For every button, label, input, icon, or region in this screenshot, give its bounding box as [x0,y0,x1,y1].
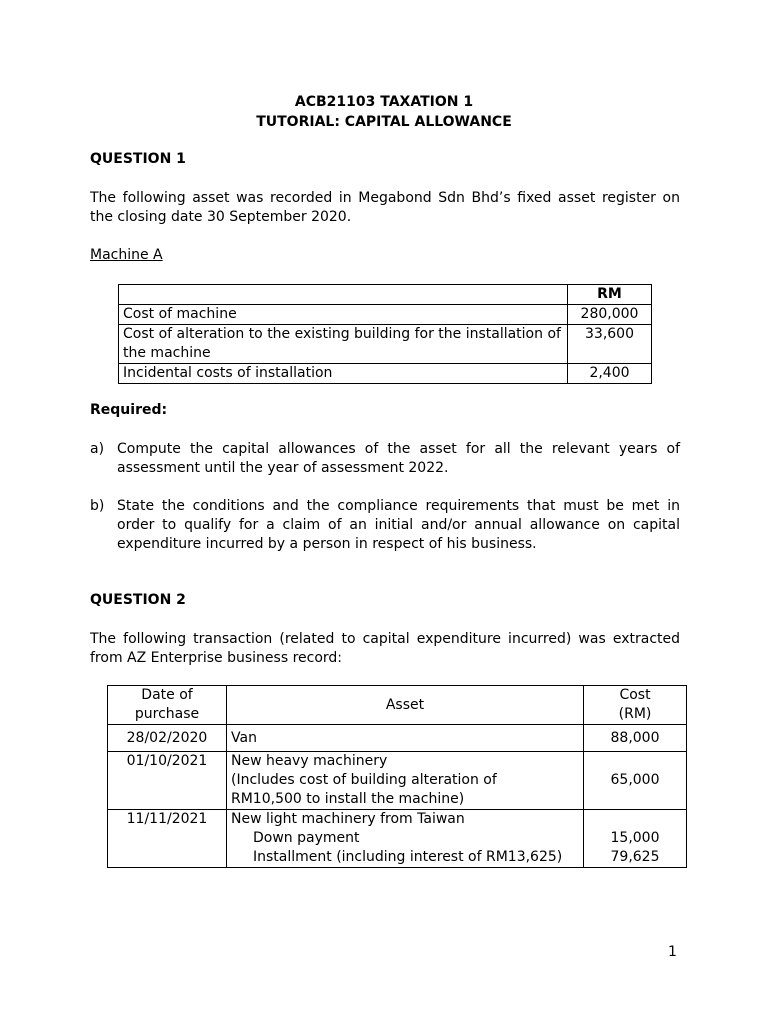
date-cell: 11/11/2021 [108,810,227,868]
row-amount: 2,400 [568,364,652,384]
question-2-intro: The following transaction (related to capital expenditure incurred) was extracted from AZ Enterprise business record: [90,631,680,666]
page-number: 1 [668,944,677,960]
tutorial-title: TUTORIAL: CAPITAL ALLOWANCE [256,114,512,130]
date-column-header [108,686,227,725]
course-title: ACB21103 TAXATION 1 [294,94,474,110]
transactions-table [107,685,687,868]
list-item-text: Compute the capital allowances of the asset for all the relevant years of assessment until the year of assessment 2022. [117,441,680,476]
table-header-row [108,686,687,725]
cost-column-header [584,686,687,725]
question-2-heading: QUESTION 2 [90,592,186,608]
header-text: Date of [141,687,193,703]
question-1-heading: QUESTION 1 [90,151,186,167]
list-item [90,440,680,478]
machine-a-table [118,284,652,384]
question-1-intro: The following asset was recorded in Megabond Sdn Bhd’s fixed asset register on the closing date 30 September 2020. [90,190,680,225]
asset-text: Down payment [253,830,360,846]
header-text: purchase [134,706,200,722]
list-item-text: State the conditions and the compliance requirements that must be met in order to qualify for a claim of an initial and/or annual allowance on capital expenditure incurred by a person in respect of his business. [117,498,680,552]
table-row [108,810,687,868]
asset-cell [227,810,584,868]
required-label: Required: [90,402,168,418]
asset-text: Installment (including interest of RM13,625) [253,849,563,865]
cost-cell: 88,000 [584,725,687,752]
cost-cell: 65,000 [584,752,687,810]
asset-text: New heavy machinery [231,753,388,769]
asset-text: New light machinery from Taiwan [231,811,465,827]
row-label: Cost of alteration to the existing building for the installation of the machine [119,325,568,364]
asset-cell: Van [227,725,584,752]
date-cell: 28/02/2020 [108,725,227,752]
asset-cell [227,752,584,810]
row-amount: 33,600 [568,325,652,364]
asset-text: (Includes cost of building alteration of [231,772,497,788]
row-amount: 280,000 [568,305,652,325]
machine-a-subheading: Machine A [90,247,163,263]
date-cell: 01/10/2021 [108,752,227,810]
table-cell [119,285,568,305]
table-row [119,325,652,364]
header-text: Cost [619,687,651,703]
cost-text: 15,000 [610,830,660,846]
table-row [108,725,687,752]
asset-text: RM10,500 to install the machine) [231,791,465,807]
row-label: Incidental costs of installation [119,364,568,384]
list-item [90,497,680,554]
list-item-label: b) [90,498,105,514]
table-row [119,364,652,384]
cost-text: 79,625 [610,849,660,865]
table-row [108,752,687,810]
list-item-label: a) [90,441,105,457]
cost-cell [584,810,687,868]
table-row [119,305,652,325]
header-text: (RM) [618,706,652,722]
asset-column-header: Asset [227,686,584,725]
row-label: Cost of machine [119,305,568,325]
table-header-row [119,285,652,305]
rm-column-header: RM [568,285,652,305]
